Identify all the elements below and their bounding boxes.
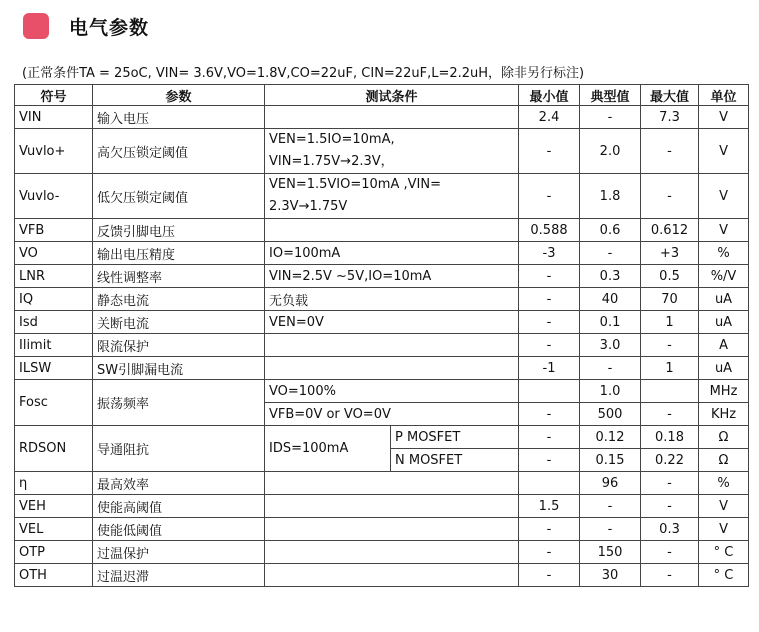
cell-parameter: 过温迟滞: [93, 564, 265, 587]
cell-condition: VIN=2.5V ~5V,IO=10mA: [265, 265, 519, 288]
cell-min: -: [519, 129, 580, 174]
cell-max: -: [641, 495, 699, 518]
cell-max: -: [641, 472, 699, 495]
cell-parameter: 使能高阈值: [93, 495, 265, 518]
cell-condition: VEN=0V: [265, 311, 519, 334]
cell-min: -: [519, 541, 580, 564]
cell-max: -: [641, 403, 699, 426]
table-row: [15, 564, 749, 587]
col-header-symbol: 符号: [15, 85, 93, 106]
cell-symbol: Fosc: [15, 380, 93, 426]
cell-condition: [265, 472, 519, 495]
cell-symbol: VIN: [15, 106, 93, 129]
section-title: 电气参数: [69, 16, 150, 39]
cell-condition: VFB=0V or VO=0V: [265, 403, 519, 426]
table-row: [15, 426, 749, 449]
cell-symbol: RDSON: [15, 426, 93, 472]
cell-unit: %/V: [699, 265, 749, 288]
cell-condition: [265, 174, 519, 219]
cell-typ: 0.15: [580, 449, 641, 472]
cell-symbol: Isd: [15, 311, 93, 334]
condition-line: VIN=1.75V→2.3V，: [269, 154, 394, 169]
cell-condition: [265, 541, 519, 564]
condition-line: VEN=1.5VIO=10mA ,VIN=: [269, 177, 441, 192]
cell-min: 0.588: [519, 219, 580, 242]
cell-min: -: [519, 174, 580, 219]
cell-typ: 1.0: [580, 380, 641, 403]
cell-typ: 1.8: [580, 174, 641, 219]
col-header-min: 最小值: [519, 85, 580, 106]
cell-min: -1: [519, 357, 580, 380]
cell-typ: 500: [580, 403, 641, 426]
table-row: [15, 265, 749, 288]
cell-condition: 无负载: [265, 288, 519, 311]
cell-condition: IO=100mA: [265, 242, 519, 265]
cell-condition: VO=100%: [265, 380, 519, 403]
cell-parameter: 线性调整率: [93, 265, 265, 288]
cell-unit: %: [699, 472, 749, 495]
cell-min: [519, 380, 580, 403]
cell-parameter: 最高效率: [93, 472, 265, 495]
cell-symbol: ILSW: [15, 357, 93, 380]
cell-typ: -: [580, 495, 641, 518]
cell-symbol: OTP: [15, 541, 93, 564]
cell-unit: KHz: [699, 403, 749, 426]
cell-symbol: Vuvlo+: [15, 129, 93, 174]
cell-parameter: 高欠压锁定阈值: [93, 129, 265, 174]
cell-unit: A: [699, 334, 749, 357]
cell-symbol: Ilimit: [15, 334, 93, 357]
cell-max: 0.3: [641, 518, 699, 541]
cell-symbol: OTH: [15, 564, 93, 587]
cell-min: -: [519, 311, 580, 334]
cell-symbol: Vuvlo-: [15, 174, 93, 219]
cell-parameter: 输入电压: [93, 106, 265, 129]
cell-typ: -: [580, 357, 641, 380]
cell-symbol: VEH: [15, 495, 93, 518]
cell-min: -: [519, 449, 580, 472]
cell-typ: 150: [580, 541, 641, 564]
cell-unit: Ω: [699, 426, 749, 449]
cell-unit: Ω: [699, 449, 749, 472]
cell-unit: V: [699, 174, 749, 219]
test-conditions-note: (正常条件TA = 25oC, VIN= 3.6V,VO=1.8V,CO=22uF, CIN=22uF,L=2.2uH，除非另行标注): [22, 66, 585, 81]
condition-line: 2.3V→1.75V: [269, 199, 348, 214]
cell-min: 2.4: [519, 106, 580, 129]
cell-symbol: IQ: [15, 288, 93, 311]
cell-parameter: 低欠压锁定阈值: [93, 174, 265, 219]
cell-max: -: [641, 564, 699, 587]
cell-min: -: [519, 518, 580, 541]
col-header-condition: 测试条件: [265, 85, 519, 106]
cell-min: -: [519, 426, 580, 449]
col-header-unit: 单位: [699, 85, 749, 106]
table-row: [15, 129, 749, 174]
cell-symbol: VO: [15, 242, 93, 265]
cell-parameter: 过温保护: [93, 541, 265, 564]
cell-typ: 3.0: [580, 334, 641, 357]
cell-max: 1: [641, 311, 699, 334]
cell-condition: [265, 219, 519, 242]
cell-unit: uA: [699, 288, 749, 311]
cell-max: 0.5: [641, 265, 699, 288]
table-row: [15, 380, 749, 403]
cell-parameter: 关断电流: [93, 311, 265, 334]
cell-max: 0.18: [641, 426, 699, 449]
cell-parameter: 输出电压精度: [93, 242, 265, 265]
cell-max: 70: [641, 288, 699, 311]
cell-max: +3: [641, 242, 699, 265]
section-header: [23, 12, 149, 40]
cell-parameter: 限流保护: [93, 334, 265, 357]
cell-max: 0.22: [641, 449, 699, 472]
cell-unit: ° C: [699, 564, 749, 587]
cell-unit: V: [699, 518, 749, 541]
cell-unit: V: [699, 495, 749, 518]
table-row: [15, 495, 749, 518]
cell-condition: [265, 334, 519, 357]
cell-symbol: LNR: [15, 265, 93, 288]
cell-unit: V: [699, 129, 749, 174]
cell-typ: 0.1: [580, 311, 641, 334]
cell-condition: IDS=100mA: [265, 426, 391, 472]
cell-typ: 40: [580, 288, 641, 311]
table-row: [15, 357, 749, 380]
cell-typ: 2.0: [580, 129, 641, 174]
cell-typ: 0.3: [580, 265, 641, 288]
cell-unit: %: [699, 242, 749, 265]
col-header-parameter: 参数: [93, 85, 265, 106]
table-row: [15, 541, 749, 564]
table-row: [15, 472, 749, 495]
cell-min: -: [519, 564, 580, 587]
table-row: [15, 288, 749, 311]
electrical-parameters-table: [14, 84, 749, 587]
cell-unit: MHz: [699, 380, 749, 403]
cell-condition: [265, 129, 519, 174]
cell-condition: [265, 357, 519, 380]
cell-typ: -: [580, 242, 641, 265]
cell-unit: V: [699, 219, 749, 242]
cell-typ: 96: [580, 472, 641, 495]
cell-typ: 0.12: [580, 426, 641, 449]
table-row: [15, 311, 749, 334]
table-row: [15, 518, 749, 541]
cell-condition: [265, 564, 519, 587]
cell-max: 7.3: [641, 106, 699, 129]
cell-min: -: [519, 265, 580, 288]
cell-min: -3: [519, 242, 580, 265]
cell-unit: V: [699, 106, 749, 129]
cell-symbol: VEL: [15, 518, 93, 541]
cell-min: 1.5: [519, 495, 580, 518]
cell-condition: [265, 495, 519, 518]
table-header-row: [15, 85, 749, 106]
cell-mosfet-type: N MOSFET: [391, 449, 519, 472]
table-row: [15, 106, 749, 129]
cell-max: -: [641, 174, 699, 219]
cell-min: -: [519, 403, 580, 426]
cell-parameter: 振荡频率: [93, 380, 265, 426]
cell-symbol: η: [15, 472, 93, 495]
cell-max: 0.612: [641, 219, 699, 242]
cell-parameter: 反馈引脚电压: [93, 219, 265, 242]
cell-max: -: [641, 541, 699, 564]
cell-parameter: 导通阻抗: [93, 426, 265, 472]
cell-condition: [265, 106, 519, 129]
table-row: [15, 242, 749, 265]
cell-min: -: [519, 334, 580, 357]
cell-typ: 30: [580, 564, 641, 587]
cell-condition: [265, 518, 519, 541]
table-row: [15, 334, 749, 357]
table-row: [15, 219, 749, 242]
col-header-typ: 典型值: [580, 85, 641, 106]
cell-min: -: [519, 288, 580, 311]
cell-max: -: [641, 129, 699, 174]
cell-mosfet-type: P MOSFET: [391, 426, 519, 449]
cell-max: 1: [641, 357, 699, 380]
cell-parameter: SW引脚漏电流: [93, 357, 265, 380]
col-header-max: 最大值: [641, 85, 699, 106]
cell-parameter: 静态电流: [93, 288, 265, 311]
section-marker-icon: [23, 13, 49, 39]
cell-unit: ° C: [699, 541, 749, 564]
cell-parameter: 使能低阈值: [93, 518, 265, 541]
cell-max: [641, 380, 699, 403]
condition-line: VEN=1.5IO=10mA,: [269, 132, 395, 147]
cell-min: [519, 472, 580, 495]
table-row: [15, 174, 749, 219]
cell-typ: -: [580, 106, 641, 129]
cell-max: -: [641, 334, 699, 357]
cell-unit: uA: [699, 357, 749, 380]
cell-typ: -: [580, 518, 641, 541]
cell-typ: 0.6: [580, 219, 641, 242]
cell-symbol: VFB: [15, 219, 93, 242]
cell-unit: uA: [699, 311, 749, 334]
